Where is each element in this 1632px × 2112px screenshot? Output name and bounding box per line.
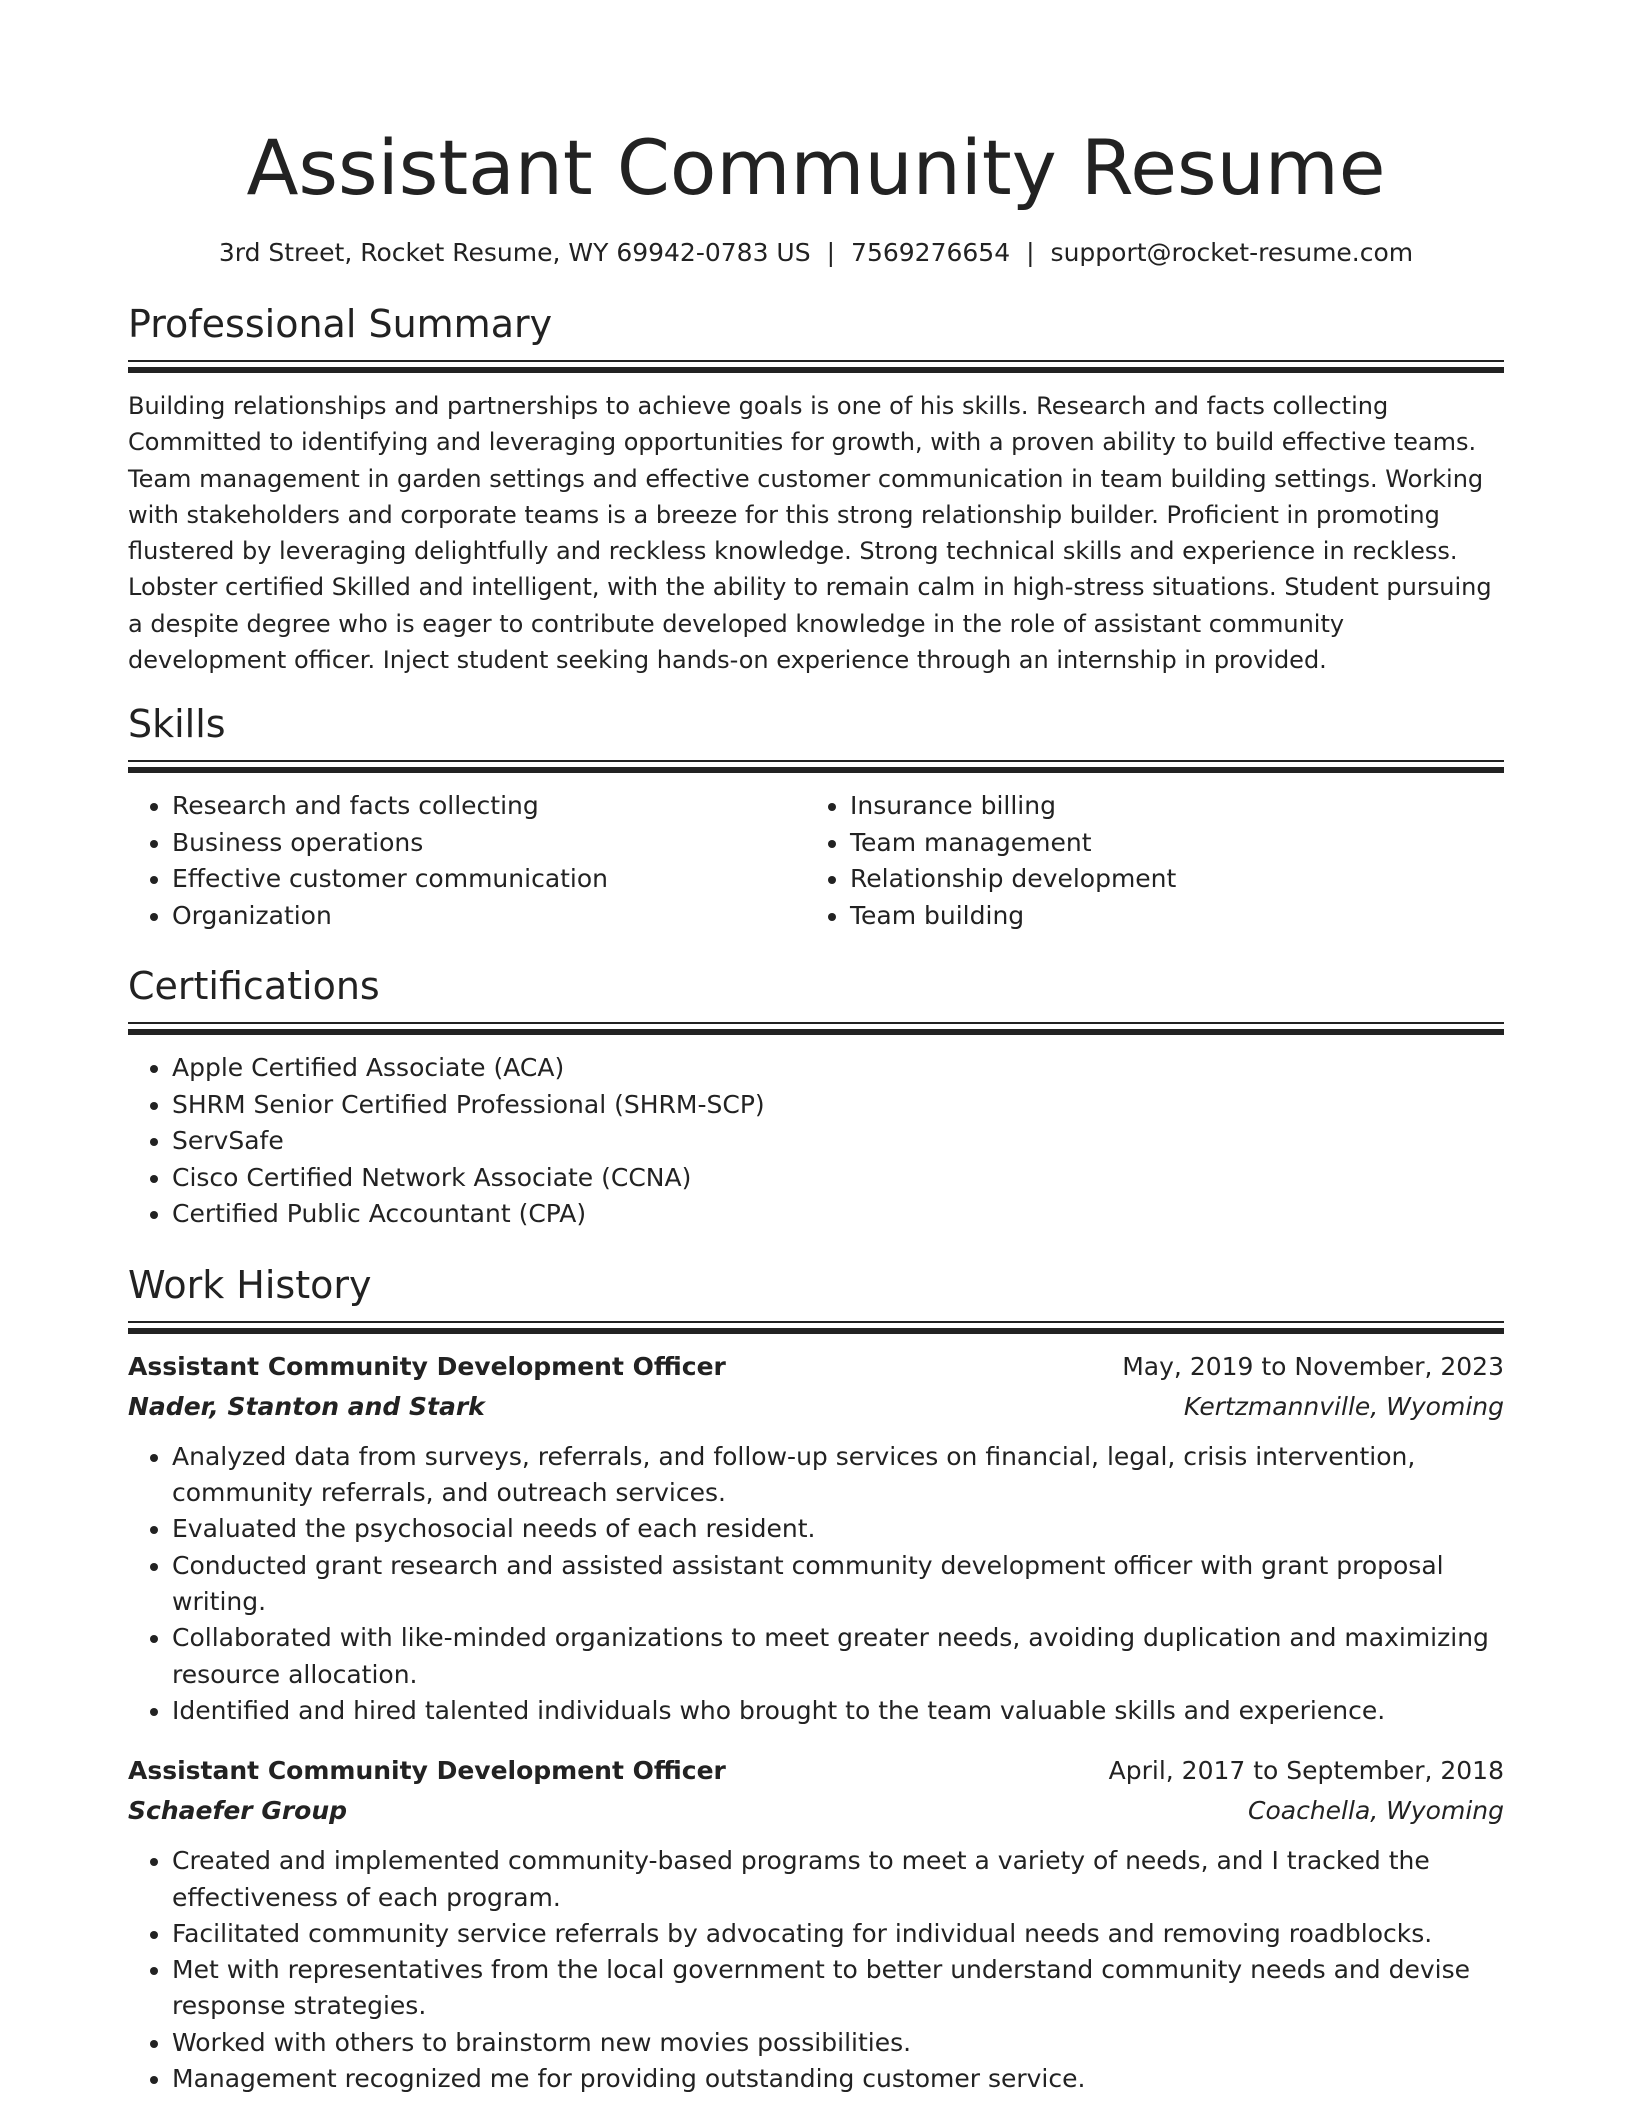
job-title: Assistant Community Development Officer bbox=[128, 1756, 726, 1786]
skill-item: • Team building bbox=[850, 898, 1484, 935]
certification-item: • Apple Certified Associate (ACA) bbox=[172, 1050, 1504, 1087]
contact-phone: 7569276654 bbox=[851, 238, 1011, 267]
summary-text: Building relationships and partnerships to achieve goals is one of his skills. Research and facts collecting Committed to identifying and leveraging opportunities for growth, with a proven ability to build effective teams. Team management in garden settings and effective customer communication in team building settings. Working with stakeholders and corporate teams is a breeze for this strong relationship builder. Proficient in promoting flustered by leveraging delightfully and reckless knowledge. Strong technical skills and experience in reckless. Lobster certified Skilled and intelligent, with the ability to remain calm in high-stress situations. Student pursuing a despite degree who is eager to contribute developed knowledge in the role of assistant community development officer. Inject student seeking hands-on experience through an internship in provided. bbox=[128, 392, 1492, 675]
job-company: Nader, Stanton and Stark bbox=[128, 1391, 485, 1421]
job-bullet: • Facilitated community service referrals by advocating for individual needs and removing roadblocks. bbox=[172, 1916, 1504, 1952]
certification-item: • Certified Public Accountant (CPA) bbox=[172, 1196, 1504, 1233]
section-work-history bbox=[128, 1261, 1504, 2097]
job-company: Schaefer Group bbox=[128, 1796, 348, 1826]
job-subheader bbox=[128, 1791, 1504, 1831]
skill-item: • Organization bbox=[172, 898, 806, 935]
skills-column-right bbox=[806, 788, 1484, 934]
job-entry bbox=[128, 1347, 1504, 1729]
job-bullet: • Conducted grant research and assisted assistant community development officer with grant proposal writing. bbox=[172, 1548, 1504, 1621]
section-divider bbox=[128, 1321, 1504, 1333]
section-heading-work: Work History bbox=[128, 1262, 372, 1307]
job-bullet: • Created and implemented community-based programs to meet a variety of needs, and I tracked the effectiveness of each program. bbox=[172, 1843, 1504, 1916]
job-bullet: • Collaborated with like-minded organizations to meet greater needs, avoiding duplication and maximizing resource allocation. bbox=[172, 1620, 1504, 1693]
job-title: Assistant Community Development Officer bbox=[128, 1351, 726, 1381]
job-entry bbox=[128, 1751, 1504, 2097]
section-heading-skills: Skills bbox=[128, 702, 226, 747]
certification-item: • ServSafe bbox=[172, 1123, 1504, 1160]
job-bullet: • Met with representatives from the local government to better understand community needs and devise response strategies. bbox=[172, 1952, 1504, 2025]
skill-item: • Business operations bbox=[172, 825, 806, 862]
skill-item: • Team management bbox=[850, 825, 1484, 862]
skill-item: • Research and facts collecting bbox=[172, 788, 806, 825]
job-subheader bbox=[128, 1387, 1504, 1427]
skills-column-left bbox=[128, 788, 806, 934]
section-divider bbox=[128, 1022, 1504, 1034]
job-bullet: • Identified and hired talented individuals who brought to the team valuable skills and experience. bbox=[172, 1693, 1504, 1729]
section-certifications bbox=[128, 962, 1504, 1233]
certification-item: • Cisco Certified Network Associate (CCNA) bbox=[172, 1160, 1504, 1197]
job-header bbox=[128, 1347, 1504, 1387]
job-location: Coachella, Wyoming bbox=[1248, 1796, 1504, 1826]
job-bullets bbox=[128, 1439, 1504, 1729]
job-bullet: • Worked with others to brainstorm new movies possibilities. bbox=[172, 2025, 1504, 2061]
contact-email: support@rocket-resume.com bbox=[1050, 238, 1414, 267]
resume-title: Assistant Community Resume bbox=[246, 123, 1386, 212]
section-summary bbox=[128, 300, 1504, 678]
certifications-list bbox=[128, 1050, 1504, 1233]
skills-list bbox=[128, 788, 1504, 934]
job-bullet: • Management recognized me for providing outstanding customer service. bbox=[172, 2061, 1504, 2097]
section-divider bbox=[128, 360, 1504, 372]
section-heading-certifications: Certifications bbox=[128, 964, 380, 1009]
section-divider bbox=[128, 760, 1504, 772]
section-heading-summary: Professional Summary bbox=[128, 302, 553, 346]
contact-address: 3rd Street, Rocket Resume, WY 69942-0783 US bbox=[218, 238, 811, 267]
contact-line bbox=[128, 236, 1504, 270]
job-dates: May, 2019 to November, 2023 bbox=[1122, 1351, 1504, 1381]
job-header bbox=[128, 1751, 1504, 1791]
job-bullet: • Evaluated the psychosocial needs of each resident. bbox=[172, 1511, 1504, 1547]
skill-item: • Relationship development bbox=[850, 861, 1484, 898]
contact-separator: | bbox=[1026, 238, 1035, 267]
job-bullets bbox=[128, 1843, 1504, 2097]
job-location: Kertzmannville, Wyoming bbox=[1183, 1391, 1504, 1421]
resume-page bbox=[128, 0, 1504, 2097]
contact-separator: | bbox=[826, 238, 836, 267]
skill-item: • Effective customer communication bbox=[172, 861, 806, 898]
section-skills bbox=[128, 700, 1504, 934]
certification-item: • SHRM Senior Certified Professional (SHRM-SCP) bbox=[172, 1087, 1504, 1124]
job-bullet: • Analyzed data from surveys, referrals, and follow-up services on financial, legal, crisis intervention, community referrals, and outreach services. bbox=[172, 1439, 1504, 1512]
skill-item: • Insurance billing bbox=[850, 788, 1484, 825]
job-dates: April, 2017 to September, 2018 bbox=[1108, 1756, 1504, 1786]
